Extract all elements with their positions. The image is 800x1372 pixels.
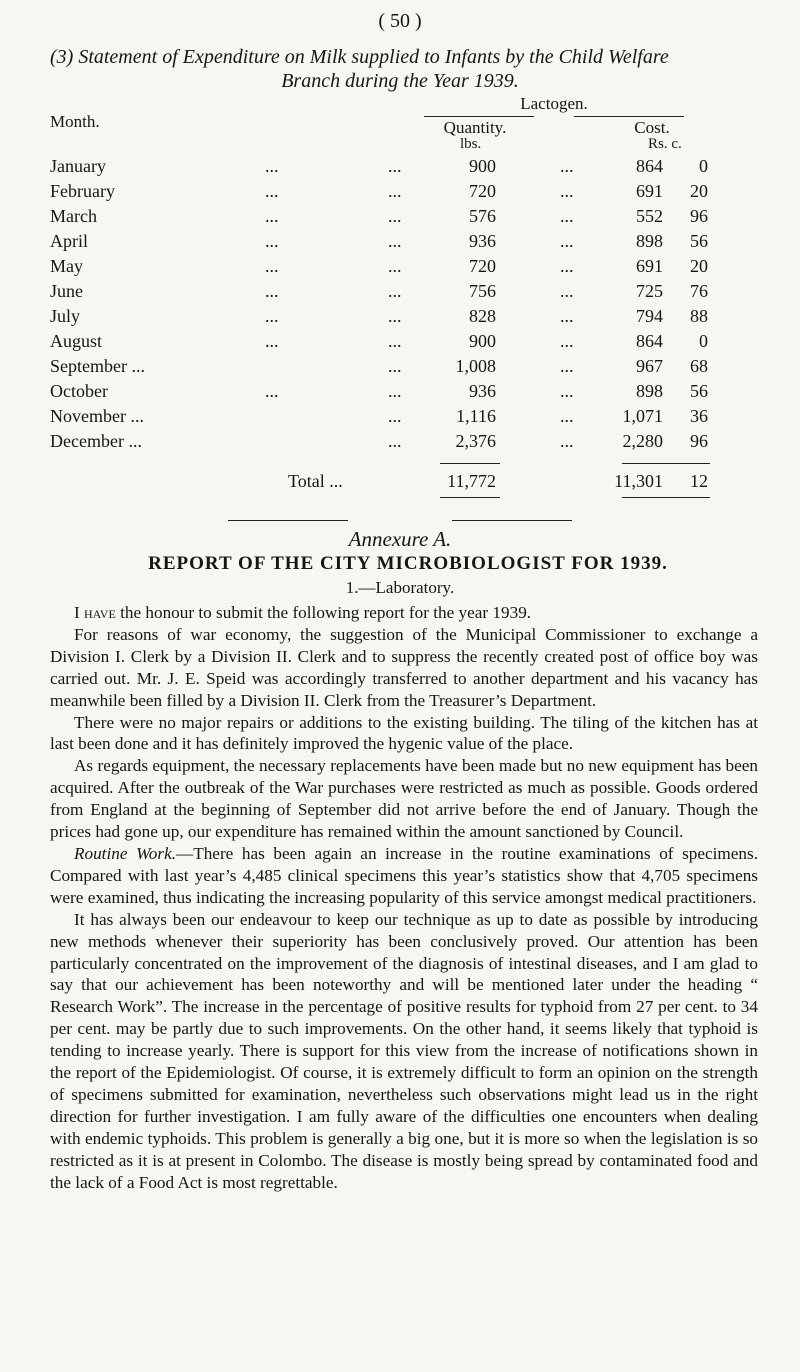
cost-rs-cell: 2,280 [622,431,663,451]
paragraph: For reasons of war economy, the suggestion of the Municipal Commissioner to exchange a Division I. Clerk by a Division II. Clerk and to suppress the recently created post of office boy was carried out. Mr. J. E. Speid was accordingly transferred to another department and his vacancy has meanwhile been filled by a Division II. Clerk from the Treasurer’s Department. [50,624,758,710]
paragraph: As regards equipment, the necessary replacements have been made but no new equipment has been acquired. After the outbreak of the War purchases were restricted as much as possible. Goods ordered from England at the beginning of September did not arrive before the end of January. Though the prices had gone up, our expenditure has remained within the amount sanctioned by Council. [50,756,758,842]
paragraph-lead: Routine Work. [74,843,177,863]
quantity-total-rule [440,463,500,464]
paragraph-lead: I have [74,603,116,622]
dot-leader: ... [388,356,402,376]
month-cell: July [50,306,81,326]
dot-leader: ... [560,381,574,401]
cost-c-cell: 68 [690,356,708,376]
dot-leader: ... [560,256,574,276]
paragraph [50,602,758,624]
dot-leader: ... [265,181,279,201]
dot-leader: ... [560,281,574,301]
dot-leader: ... [265,156,279,176]
month-cell: December ... [50,431,142,451]
separator-rule-left [228,520,348,521]
dot-leader: ... [388,381,402,401]
cost-rs-cell: 864 [636,156,663,176]
dot-leader: ... [560,406,574,426]
cost-double-rule [622,497,710,498]
cost-rs-cell: 1,071 [622,406,663,426]
page-number: ( 50 ) [378,10,422,32]
paragraph-text: the honour to submit the following report for the year 1939. [115,603,532,622]
annexure-title: Annexure A. [348,527,452,551]
quantity-double-rule [440,497,500,498]
cost-rs-cell: 725 [636,281,663,301]
total-label: Total ... [288,471,343,491]
dot-leader: ... [388,231,402,251]
dot-leader: ... [265,331,279,351]
cost-c-cell: 0 [699,331,708,351]
dot-leader: ... [560,156,574,176]
dot-leader: ... [265,231,279,251]
cost-column-header: Cost. [634,118,670,137]
dot-leader: ... [388,156,402,176]
month-cell: March [50,206,97,226]
quantity-cell: 900 [469,156,496,176]
quantity-cell: 936 [469,231,496,251]
quantity-cell: 720 [469,181,496,201]
total-quantity: 11,772 [447,471,496,491]
cost-rs-cell: 794 [636,306,663,326]
cost-c-cell: 0 [699,156,708,176]
paragraph-text: —There has been again an increase in the routine examinations of specimens. Compared with last year’s 4,485 clinical specimens this year’s statistics show that 4,705 specimens were examined, thus indicating the increasing popularity of this service amongst medical practitioners. [50,843,759,907]
dot-leader: ... [265,306,279,326]
brace-left [424,116,534,117]
quantity-cell: 576 [469,206,496,226]
dot-leader: ... [388,206,402,226]
paragraph [50,843,758,909]
dot-leader: ... [388,306,402,326]
dot-leader: ... [388,331,402,351]
cost-c-cell: 36 [690,406,708,426]
month-cell: August [50,331,103,351]
cost-c-cell: 56 [690,381,708,401]
quantity-column-header: Quantity. [443,118,507,137]
month-column-header: Month. [50,112,100,131]
quantity-cell: 900 [469,331,496,351]
month-cell: November ... [50,406,144,426]
report-title: REPORT OF THE CITY MICROBIOLOGIST FOR 1939. [148,553,668,574]
statement-title-line2: Branch during the Year 1939. [281,70,519,92]
cost-rs-cell: 691 [636,181,663,201]
dot-leader: ... [265,281,279,301]
dot-leader: ... [265,256,279,276]
dot-leader: ... [265,206,279,226]
dot-leader: ... [388,406,402,426]
quantity-cell: 1,008 [455,356,496,376]
dot-leader: ... [560,306,574,326]
group-header-lactogen: Lactogen. [520,94,588,113]
cost-rs-cell: 967 [636,356,663,376]
month-cell: September ... [50,356,145,376]
quantity-cell: 828 [469,306,496,326]
dot-leader: ... [265,381,279,401]
cost-rs-cell: 864 [636,331,663,351]
month-cell: June [50,281,83,301]
dot-leader: ... [388,431,402,451]
cost-c-cell: 96 [690,206,708,226]
dot-leader: ... [560,356,574,376]
dot-leader: ... [560,206,574,226]
dot-leader: ... [560,181,574,201]
section-title: 1.—Laboratory. [345,578,455,597]
quantity-cell: 720 [469,256,496,276]
cost-rs-cell: 898 [636,231,663,251]
cost-c-cell: 20 [690,181,708,201]
cost-rs-cell: 552 [636,206,663,226]
cost-unit: Rs. c. [648,136,682,152]
dot-leader: ... [560,431,574,451]
cost-c-cell: 96 [690,431,708,451]
total-cost-rs: 11,301 [614,471,663,491]
cost-c-cell: 76 [690,281,708,301]
dot-leader: ... [388,181,402,201]
month-cell: February [50,181,115,201]
dot-leader: ... [388,281,402,301]
quantity-cell: 2,376 [455,431,496,451]
month-cell: January [50,156,106,176]
cost-c-cell: 56 [690,231,708,251]
cost-c-cell: 20 [690,256,708,276]
quantity-cell: 756 [469,281,496,301]
quantity-cell: 1,116 [456,406,496,426]
month-cell: May [50,256,83,276]
paragraph: It has always been our endeavour to keep our technique as up to date as possible by introducing new methods whenever their superiority has been conclusively proved. Our attention has been particularly concentrated on the improvement of the diagnosis of intestinal diseases, and I am glad to say that our achievement has been noteworthy and will be mentioned later under the heading “ Research Work”. The increase in the percentage of positive results for typhoid from 27 per cent. to 34 per cent. may be partly due to such improvements. On the other hand, it seems likely that typhoid is tending to increase yearly. There is support for this view from the increase of notifications shown in the report of the Epidemiologist. Of course, it is extremely difficult to form an opinion on the strength of specimens submitted for examination, nevertheless such observations might lead us in the right direction for further investigation. I am fully aware of the difficulties one encounters when dealing with endemic typhoids. This problem is generally a big one, but it is more so when the legislation is so restricted as it is at present in Colombo. The disease is mostly being spread by contaminated food and the lack of a Food Act is most regrettable. [50,909,758,1192]
cost-rs-cell: 691 [636,256,663,276]
dot-leader: ... [560,331,574,351]
cost-total-rule [622,463,710,464]
dot-leader: ... [560,231,574,251]
paragraph: There were no major repairs or additions to the existing building. The tiling of the kitchen has at last been done and it has definitely improved the hygenic value of the place. [50,712,758,754]
total-cost-c: 12 [690,471,708,491]
quantity-unit: lbs. [460,136,482,152]
month-cell: October [50,381,108,401]
dot-leader: ... [388,256,402,276]
cost-c-cell: 88 [690,306,708,326]
quantity-cell: 936 [469,381,496,401]
brace-right [574,116,684,117]
month-cell: April [50,231,88,251]
separator-rule-right [452,520,572,521]
cost-rs-cell: 898 [636,381,663,401]
report-body [50,602,758,1193]
statement-title-line1: (3) Statement of Expenditure on Milk supplied to Infants by the Child Welfare [50,46,669,68]
